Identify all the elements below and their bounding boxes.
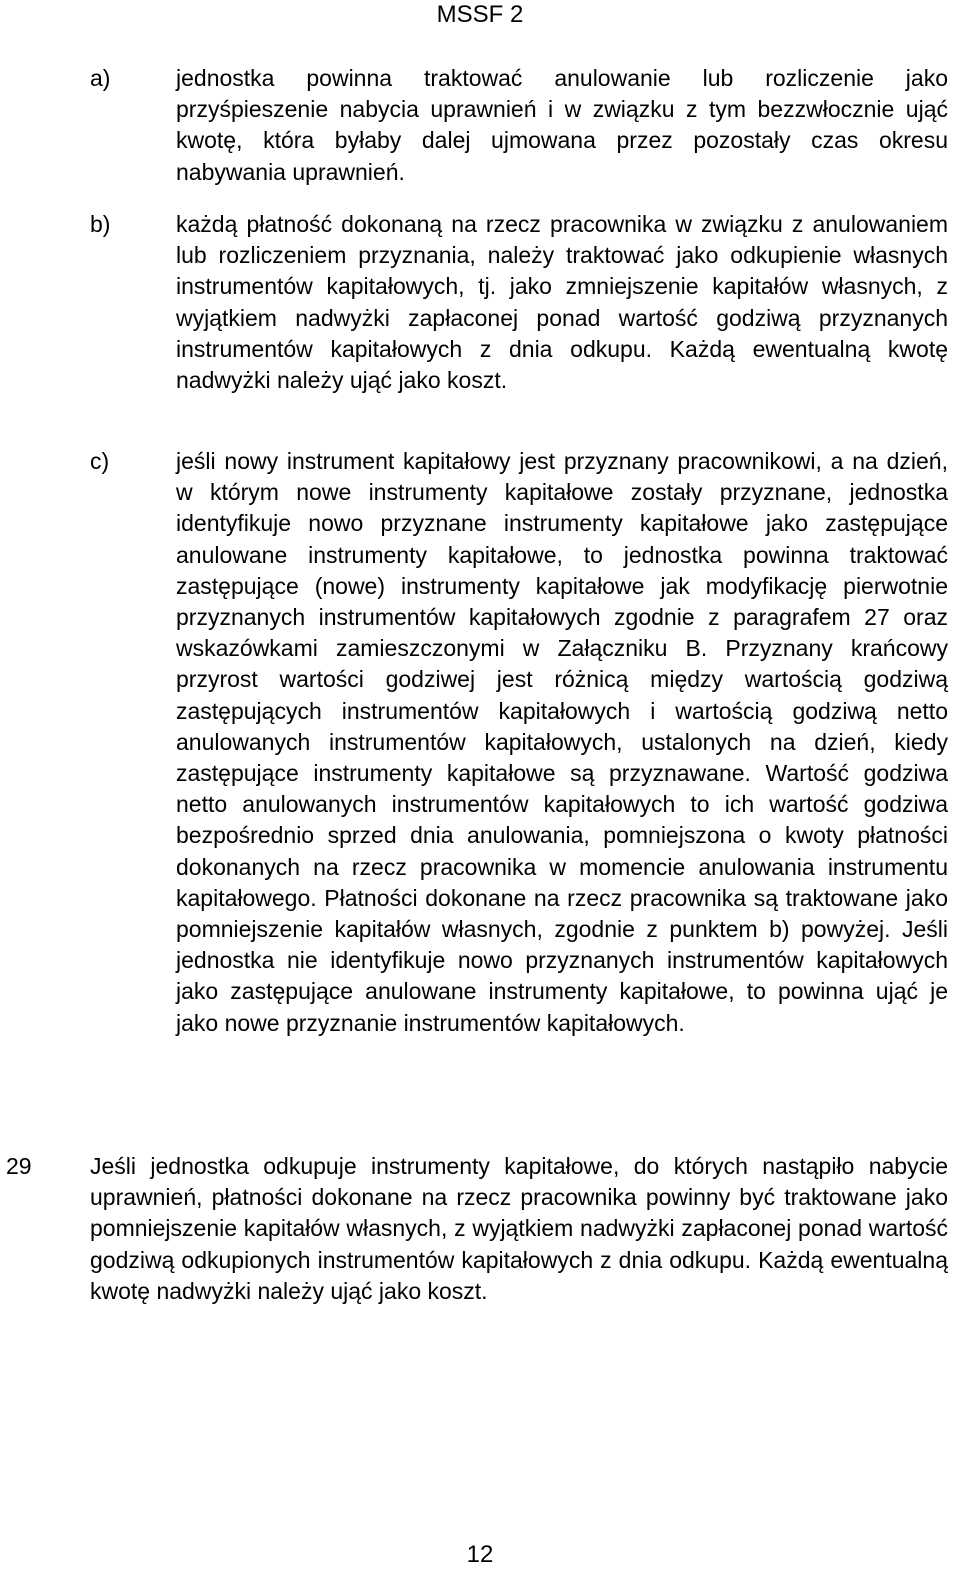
list-item-text: każdą płatność dokonaną na rzecz pracownika w związku z anulowaniem lub rozliczeniem przyznania, należy traktować jako odkupienie własnych instrumentów kapitałowych, tj. jako zmniejszenie kapitałów własnych, z wyjątkiem nadwyżki zapłaconej ponad wartość godziwą przyznanych instrumentów kapitałowych z dnia odkupu. Każdą ewentualną kwotę nadwyżki należy ująć jako koszt.: [176, 211, 948, 394]
list-item-text: jeśli nowy instrument kapitałowy jest przyznany pracownikowi, a na dzień, w którym nowe instrumenty kapitałowe zostały przyznane, jednostka identyfikuje nowo przyznane instrumenty kapitałowe jako zastępujące anulowane instrumenty kapitałowe, to jednostka powinna traktować zastępujące (nowe) instrumenty kapitałowe jak modyfikację pierwotnie przyznanych instrumentów kapitałowych zgodnie z paragrafem 27 oraz wskazówkami zamieszczonymi w Załączniku B. Przyznany krańcowy przyrost wartości godziwej jest różnicą między wartością godziwą zastępujących instrumentów kapitałowych i wartością godziwą netto anulowanych instrumentów kapitałowych, ustalonych na dzień, kiedy zastępujące instrumenty kapitałowe są przyznawane. Wartość godziwa netto anulowanych instrumentów kapitałowych to ich wartość godziwa bezpośrednio sprzed dnia anulowania, pomniejszona o kwoty płatności dokonanych na rzecz pracownika w momencie anulowania instrumentu kapitałowego. Płatności dokonane na rzecz pracownika są traktowane jako pomniejszenie kapitałów własnych, zgodnie z punktem b) powyżej. Jeśli jednostka nie identyfikuje nowo przyznanych instrumentów kapitałowych jako zastępujące anulowane instrumenty kapitałowe, to powinna ująć je jako nowe przyznanie instrumentów kapitałowych.: [176, 448, 948, 1036]
list-item-marker: c): [90, 448, 110, 474]
list-item-marker: b): [90, 211, 111, 237]
paragraph-number: 29: [6, 1153, 32, 1179]
list-item-marker: a): [90, 65, 111, 91]
list-item-text: jednostka powinna traktować anulowanie lub rozliczenie jako przyśpieszenie nabycia uprawnień i w związku z tym bezzwłocznie ująć kwotę, która byłaby dalej ujmowana przez pozostały czas okresu nabywania uprawnień.: [176, 65, 948, 185]
page-header-title: MSSF 2: [436, 1, 524, 28]
page-number: 12: [466, 1541, 494, 1568]
paragraph-text: Jeśli jednostka odkupuje instrumenty kapitałowe, do których nastąpiło nabycie uprawnień, płatności dokonane na rzecz pracownika powinny być traktowane jako pomniejszenie kapitałów własnych, z wyjątkiem nadwyżki zapłaconej ponad wartość godziwą odkupionych instrumentów kapitałowych z dnia odkupu. Każdą ewentualną kwotę nadwyżki należy ująć jako koszt.: [90, 1153, 948, 1304]
